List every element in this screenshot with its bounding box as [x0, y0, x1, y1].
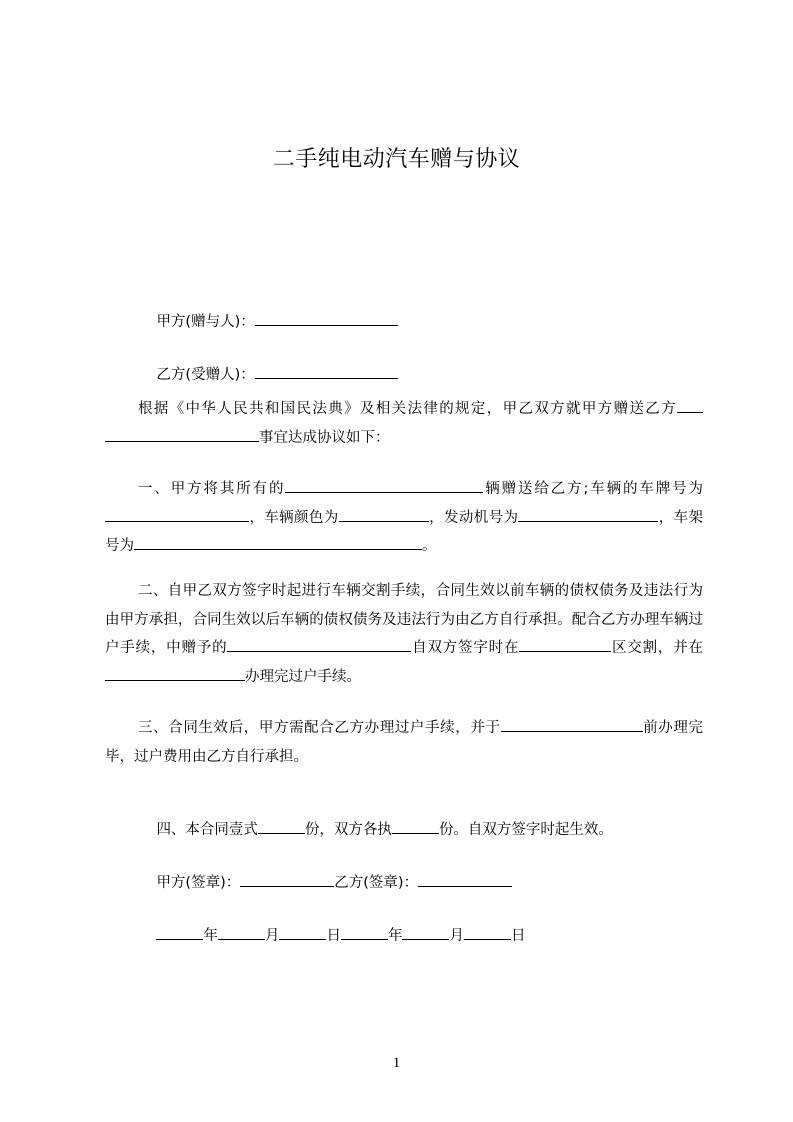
clause-4-text-1: 四、本合同壹式: [156, 822, 258, 838]
party-a-month-blank[interactable]: [218, 924, 265, 940]
gifted-item-blank[interactable]: [227, 636, 411, 652]
gift-item-blank-a[interactable]: [677, 397, 703, 413]
party-a-year-blank[interactable]: [156, 924, 203, 940]
day-label: 日: [510, 928, 526, 944]
engine-number-blank[interactable]: [518, 506, 658, 522]
party-a-day-blank[interactable]: [279, 924, 326, 940]
party-a-signature-label: 甲方(签章)：: [156, 875, 241, 891]
party-b-day-blank[interactable]: [464, 924, 511, 940]
month-label: 月: [449, 928, 464, 944]
transfer-deadline-blank[interactable]: [501, 716, 643, 732]
clause-1-text-1: 一、甲方将其所有的: [138, 481, 286, 497]
vehicle-color-blank[interactable]: [339, 506, 429, 522]
party-b-signature-label: 乙方(签章)：: [334, 875, 419, 891]
party-a-label: 甲方(赠与人)：: [156, 314, 255, 330]
clause-3-text-1: 三、合同生效后，甲方需配合乙方办理过户手续，并于: [138, 720, 501, 736]
clause-2-paragraph: [105, 577, 703, 691]
frame-number-blank[interactable]: [134, 534, 422, 550]
copies-total-blank[interactable]: [258, 818, 305, 834]
party-a-signature-blank[interactable]: [240, 871, 334, 887]
clause-2-text-2: 自双方签字时在: [411, 640, 520, 656]
clause-2-text-1: 二、自甲乙双方签字时起进行车辆交割手续，合同生效以前车辆的债权债务及违法行为由甲方承担，合同生效以后车辆的债权债务及违法行为由乙方自行承担。配合乙方办理车辆过户手续，中赠予的: [105, 583, 703, 656]
handover-location-blank-a[interactable]: [519, 636, 573, 652]
plate-number-blank[interactable]: [105, 506, 249, 522]
clause-1-paragraph: [105, 475, 703, 561]
clause-2-text-3: 区交割，并在: [611, 640, 704, 656]
copies-each-blank[interactable]: [392, 818, 439, 834]
party-b-year-blank[interactable]: [341, 924, 388, 940]
year-label: 年: [387, 928, 403, 944]
party-b-month-blank[interactable]: [402, 924, 449, 940]
clause-1-text-6: 。: [422, 538, 437, 554]
intro-paragraph: [105, 395, 703, 452]
day-label: 日: [326, 928, 341, 944]
clause-2-text-4: 办理完过户手续。: [245, 668, 361, 685]
transfer-office-blank[interactable]: [105, 665, 245, 681]
clause-1-text-4: ，发动机号为: [428, 509, 519, 526]
date-line: [138, 904, 525, 966]
party-b-signature-blank[interactable]: [418, 871, 512, 887]
intro-text-1: 根据《中华人民共和国民法典》及相关法律的规定，甲乙双方就甲方赠送乙方: [138, 401, 677, 417]
clause-1-text-5: ，车架号为: [105, 509, 704, 554]
vehicle-blank[interactable]: [285, 477, 483, 493]
party-b-blank[interactable]: [255, 363, 398, 379]
clause-3-paragraph: [105, 714, 703, 771]
year-label: 年: [203, 928, 218, 944]
clause-4-text-3: 份。自双方签字时起生效。: [438, 822, 613, 838]
month-label: 月: [264, 928, 280, 944]
clause-4-text-2: 份，双方各执: [304, 822, 392, 838]
handover-location-blank-b[interactable]: [573, 636, 611, 652]
document-title: 二手纯电动汽车赠与协议: [272, 147, 521, 172]
clause-3-text-2: 前办理完毕，过户费用由乙方自行承担。: [105, 720, 704, 765]
intro-text-2: 事宜达成协议如下：: [259, 429, 390, 446]
party-b-label: 乙方(受赠人)：: [156, 367, 255, 383]
clause-1-text-2: 辆赠送给乙方;车辆的车牌号为: [483, 481, 703, 497]
party-a-blank[interactable]: [255, 310, 398, 326]
clause-1-text-3: ，车辆颜色为: [249, 509, 339, 526]
gift-item-blank-b[interactable]: [105, 426, 259, 442]
page-number: 1: [392, 1055, 401, 1071]
